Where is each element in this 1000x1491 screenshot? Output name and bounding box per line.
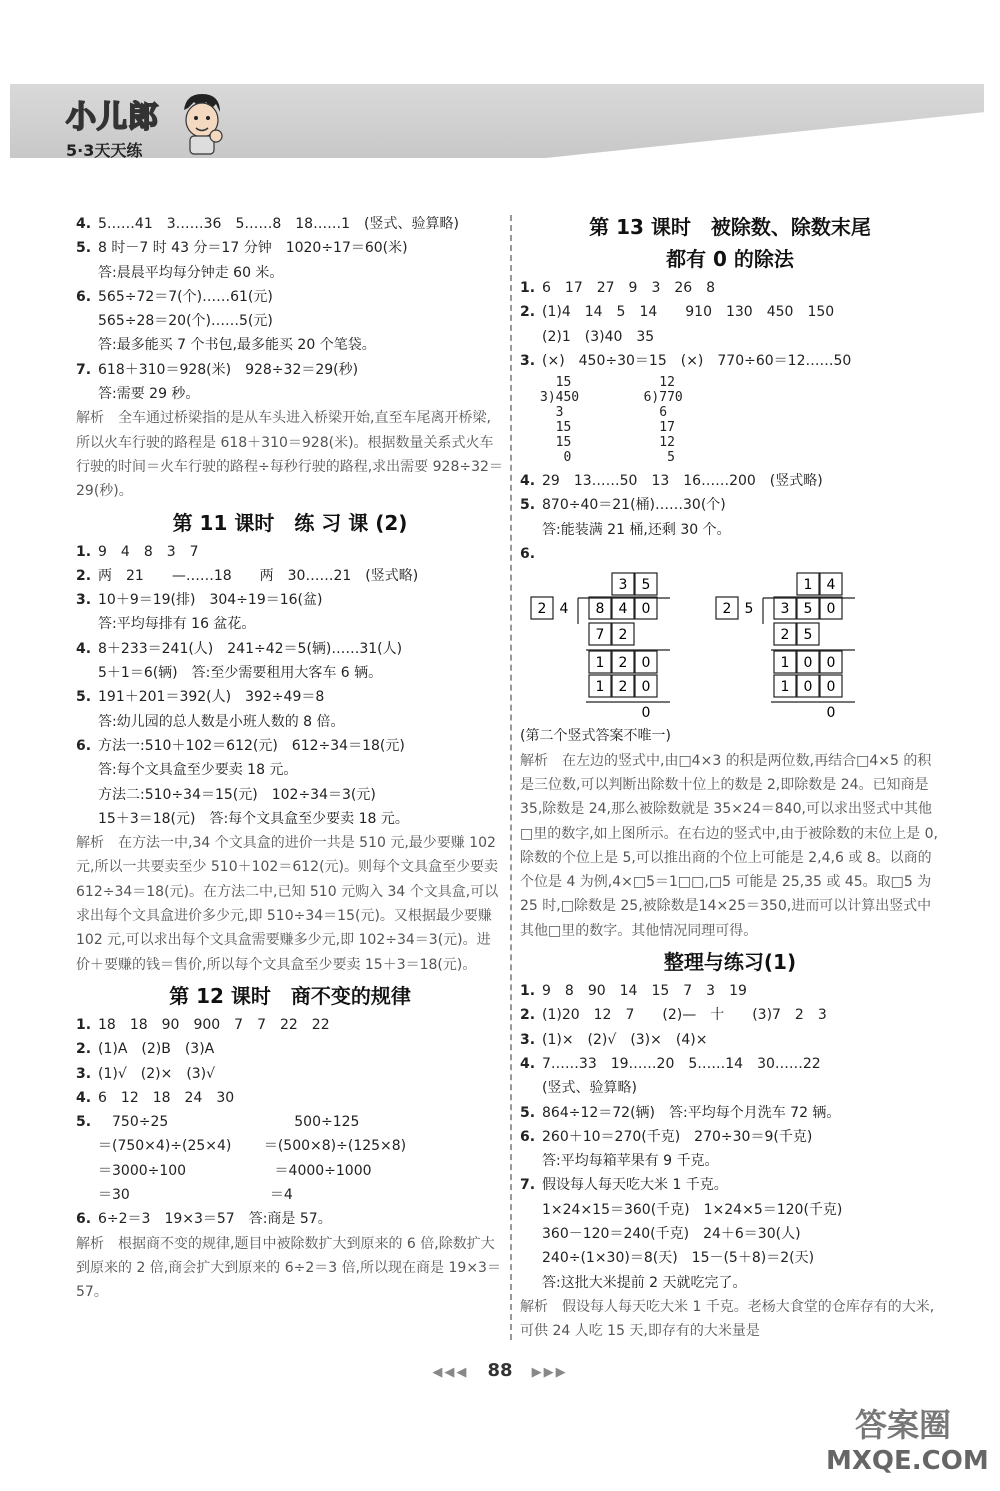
answer-text: 答:幼儿园的总人数是小班人数的 8 倍。 xyxy=(98,713,345,730)
dividend-digit: 3 xyxy=(780,601,790,618)
mascot-icon xyxy=(176,90,226,156)
brand-subtitle: 5·3天天练 xyxy=(66,141,143,160)
page-number: 88 xyxy=(487,1360,513,1381)
answer-text: ＝30 ＝4 xyxy=(98,1186,293,1203)
answer-line xyxy=(520,1076,940,1100)
answer-line xyxy=(520,979,940,1003)
answer-text: (竖式、验算略) xyxy=(542,1080,637,1097)
question-number: 4. xyxy=(76,1089,92,1106)
remainder-digit: 1 xyxy=(780,655,790,672)
product-digit: 2 xyxy=(618,627,628,644)
section-title-13-line2: 都有 0 的除法 xyxy=(666,247,794,271)
dividend-digit: 8 xyxy=(595,601,605,618)
left-top-answers xyxy=(76,212,504,406)
question-number: 2. xyxy=(520,1007,536,1024)
review-explanation: 解析 假设每人每天吃大米 1 千克。老杨大食堂的仓库存有的大米,可供 24 人吃 15 天,即存有的大米量是 xyxy=(520,1298,935,1340)
answer-line xyxy=(520,493,940,517)
answer-text: 答:平均每排有 16 盆花。 xyxy=(98,616,256,633)
question-number: 3. xyxy=(76,1065,92,1082)
divisor-digit: 4 xyxy=(559,601,569,618)
answer-line xyxy=(520,276,940,300)
question-number: 2. xyxy=(76,567,92,584)
remainder-digit: 2 xyxy=(618,655,628,672)
answer-line xyxy=(520,469,940,493)
prev-arrows-icon: ◀◀◀ xyxy=(432,1365,469,1380)
answer-text: 9 8 90 14 15 7 3 19 xyxy=(542,983,747,1000)
divisor-digit: 2 xyxy=(537,601,547,618)
long-division-1: 15 3)450 3 15 15 0 xyxy=(540,375,580,466)
product-digit: 1 xyxy=(780,679,790,696)
answer-text: 假设每人每天吃大米 1 千克。 xyxy=(542,1177,728,1194)
answer-text: 260＋10＝270(千克) 270÷30＝9(千克) xyxy=(542,1128,813,1145)
answer-text: 618＋310＝928(米) 928÷32＝29(秒) xyxy=(98,361,359,378)
answer-text: 1×24×15＝360(千克) 1×24×5＝120(千克) xyxy=(542,1201,843,1218)
page-footer xyxy=(0,1360,1000,1381)
answer-text: 750÷25 500÷125 xyxy=(98,1114,360,1131)
column-divider xyxy=(510,215,512,1340)
divisor-digit: 5 xyxy=(744,601,754,618)
section-12-explanation: 解析 根据商不变的规律,题目中被除数扩大到原来的 6 倍,除数扩大到原来的 2 倍,商会扩大到原来的 6÷2＝3 倍,所以现在商是 19×3＝57。 xyxy=(76,1235,501,1301)
answer-text: 10＋9＝19(排) 304÷19＝16(盆) xyxy=(98,592,323,609)
answer-line xyxy=(76,564,504,588)
answer-text: 6 17 27 9 3 26 8 xyxy=(542,280,716,296)
section-11-answers xyxy=(76,540,504,832)
answer-line xyxy=(76,1086,504,1110)
final-remainder: 0 xyxy=(826,705,836,721)
answer-line xyxy=(76,685,504,709)
answer-text: 5……41 3……36 5……8 18……1 (竖式、验算略) xyxy=(98,216,459,232)
answer-text: 答:这批大米提前 2 天就吃完了。 xyxy=(542,1274,747,1291)
section-11-explanation: 解析 在方法一中,34 个文具盒的进价一共是 510 元,最少要赚 102 元,所以一共要卖至少 510＋102＝612(元)。则每个文具盒至少要卖 612÷34＝18(元)。在方法二中,已知 510 元购入 34 个文具盒,可以求出每个文具盒进价多少元,即 510÷34＝15(元)。又根据最少要赚 102 元,可以求出每个文具盒需要赚多少元,即 102÷34＝3(元)。进价＋要赚的钱＝售价,所以每个文具盒至少要卖 15＋3＝18(元)。 xyxy=(76,835,499,973)
answer-line xyxy=(520,1028,940,1052)
answer-line xyxy=(76,358,504,382)
answer-line xyxy=(520,518,940,542)
answer-line xyxy=(76,661,504,685)
answer-text: 29 13……50 13 16……200 (竖式略) xyxy=(542,473,823,490)
long-division-2: 12 6)770 6 17 12 5 xyxy=(643,375,683,466)
dividend-digit: 4 xyxy=(618,601,628,618)
answer-text: 8 时－7 时 43 分＝17 分钟 1020÷17＝60(米) xyxy=(98,240,408,257)
question-number: 1. xyxy=(520,280,536,296)
answer-line xyxy=(76,236,504,260)
answer-line xyxy=(520,300,940,324)
answer-line xyxy=(76,1110,504,1134)
answer-text: 864÷12＝72(辆) 答:平均每个月洗车 72 辆。 xyxy=(542,1104,841,1121)
answer-line xyxy=(520,1052,940,1076)
answer-line xyxy=(76,734,504,758)
box-division-svg xyxy=(520,570,940,720)
answer-text: 870÷40＝21(桶)……30(个) xyxy=(542,497,726,514)
final-remainder: 0 xyxy=(641,705,651,721)
answer-text: 两 21 —……18 两 30……21 (竖式略) xyxy=(98,567,419,584)
question-number: 4. xyxy=(520,1055,536,1072)
question-number: 5. xyxy=(520,1104,536,1121)
answer-line xyxy=(76,261,504,285)
answer-text: 8＋233＝241(人) 241÷42＝5(辆)……31(人) xyxy=(98,640,403,657)
question-6-label: 6. xyxy=(520,546,536,563)
answer-text: (1)20 12 7 (2)— 十 (3)7 2 3 xyxy=(542,1007,827,1024)
dividend-digit: 0 xyxy=(641,601,651,618)
question-number: 2. xyxy=(520,304,536,321)
section-12-answers xyxy=(76,1013,504,1232)
quotient-digit: 1 xyxy=(803,577,813,594)
question-number: 7. xyxy=(76,361,92,378)
answer-text: 565÷28＝20(个)……5(元) xyxy=(98,313,273,330)
answer-line xyxy=(76,1013,504,1037)
brand-title: 小儿郎 xyxy=(66,100,159,135)
answer-line xyxy=(520,1271,940,1295)
answer-text: 15＋3＝18(元) 答:每个文具盒至少要卖 18 元。 xyxy=(98,810,409,827)
answer-text: (2)1 (3)40 35 xyxy=(542,328,655,345)
answer-line xyxy=(76,758,504,782)
left-top-explanation: 解析 全车通过桥梁指的是从车头进入桥梁开始,直至车尾离开桥梁,所以火车行驶的路程是 618＋310＝928(米)。根据数量关系式火车行驶的时间＝火车行驶的路程÷每秒行驶的路程,求出需要 928÷32＝29(秒)。 xyxy=(76,410,503,500)
answer-line xyxy=(520,1246,940,1270)
answer-line xyxy=(76,783,504,807)
remainder-digit: 1 xyxy=(595,655,605,672)
answer-text: 答:需要 29 秒。 xyxy=(98,386,200,403)
question-number: 3. xyxy=(76,592,92,609)
dividend-digit: 5 xyxy=(803,601,813,618)
answer-line xyxy=(76,612,504,636)
answer-line xyxy=(520,1198,940,1222)
answer-text: 240÷(1×30)＝8(天) 15－(5＋8)＝2(天) xyxy=(542,1250,815,1267)
product-digit: 7 xyxy=(595,627,605,644)
question-number: 1. xyxy=(76,1016,92,1033)
left-column xyxy=(76,212,504,1304)
brand-logo xyxy=(66,92,159,161)
section-13-answers-a xyxy=(520,276,940,373)
answer-text: 答:晨晨平均每分钟走 60 米。 xyxy=(98,264,284,281)
answer-text: 7……33 19……20 5……14 30……22 xyxy=(542,1055,821,1072)
answer-text: 6 12 18 24 30 xyxy=(98,1089,235,1106)
remainder-digit: 0 xyxy=(803,655,813,672)
question-number: 1. xyxy=(520,983,536,1000)
product-digit: 0 xyxy=(803,679,813,696)
question-number: 4. xyxy=(76,216,92,232)
watermark-logo: 答案圈 xyxy=(855,1406,952,1444)
section-title-12: 第 12 课时 商不变的规律 xyxy=(169,983,411,1008)
question-number: 5. xyxy=(520,497,536,514)
answer-line xyxy=(520,1149,940,1173)
answer-text: 答:平均每箱苹果有 9 千克。 xyxy=(542,1153,719,1170)
product-digit: 2 xyxy=(780,627,790,644)
answer-line xyxy=(520,325,940,349)
box-division-puzzles xyxy=(520,570,940,720)
answer-line xyxy=(520,349,940,373)
answer-text: 6÷2＝3 19×3＝57 答:商是 57。 xyxy=(98,1211,332,1228)
question-number: 5. xyxy=(76,689,92,706)
answer-line xyxy=(76,1037,504,1061)
answer-text: 18 18 90 900 7 7 22 22 xyxy=(98,1016,330,1033)
answer-text: 191＋201＝392(人) 392÷49＝8 xyxy=(98,689,325,706)
answer-text: (×) 450÷30＝15 (×) 770÷60＝12……50 xyxy=(542,352,852,369)
answer-text: (1)√ (2)× (3)√ xyxy=(98,1065,216,1082)
section-title-13-line1: 第 13 课时 被除数、除数末尾 xyxy=(589,215,871,239)
question-number: 3. xyxy=(520,352,536,369)
quotient-digit: 3 xyxy=(618,577,628,594)
answer-text: ＝3000÷100 ＝4000÷1000 xyxy=(98,1162,372,1179)
question-number: 6. xyxy=(76,737,92,754)
answer-text: 5＋1＝6(辆) 答:至少需要租用大客车 6 辆。 xyxy=(98,665,383,682)
section-title-review: 整理与练习(1) xyxy=(663,950,797,975)
answer-line xyxy=(76,1159,504,1183)
product-digit: 2 xyxy=(618,679,628,696)
product-digit: 0 xyxy=(826,679,836,696)
quotient-digit: 5 xyxy=(641,577,651,594)
question-number: 6. xyxy=(76,1211,92,1228)
right-column xyxy=(520,212,940,1344)
quotient-digit: 4 xyxy=(826,577,836,594)
answer-line xyxy=(520,1173,940,1197)
question-number: 4. xyxy=(520,473,536,490)
answer-text: (1)× (2)√ (3)× (4)× xyxy=(542,1031,708,1048)
answer-text: 360－120＝240(千克) 24＋6＝30(人) xyxy=(542,1226,801,1243)
answer-line xyxy=(76,309,504,333)
answer-line xyxy=(520,1222,940,1246)
answer-line xyxy=(76,710,504,734)
question-number: 3. xyxy=(520,1031,536,1048)
answer-text: 答:每个文具盒至少要卖 18 元。 xyxy=(98,762,298,779)
answer-text: 9 4 8 3 7 xyxy=(98,543,199,560)
question-number: 5. xyxy=(76,1114,92,1131)
answer-line xyxy=(520,1125,940,1149)
next-arrows-icon: ▶▶▶ xyxy=(531,1365,568,1380)
answer-text: 方法二:510÷34＝15(元) 102÷34＝3(元) xyxy=(98,786,376,803)
section-13-answers-b xyxy=(520,469,940,542)
question-number: 7. xyxy=(520,1177,536,1194)
product-digit: 1 xyxy=(595,679,605,696)
answer-line xyxy=(76,1207,504,1231)
answer-line xyxy=(520,1003,940,1027)
answer-text: (1)A (2)B (3)A xyxy=(98,1041,215,1058)
product-digit: 0 xyxy=(641,679,651,696)
answer-text: 答:能装满 21 桶,还剩 30 个。 xyxy=(542,521,731,538)
question-number: 5. xyxy=(76,240,92,257)
answer-text: 方法一:510＋102＝612(元) 612÷34＝18(元) xyxy=(98,737,405,754)
remainder-digit: 0 xyxy=(826,655,836,672)
watermark-url: MXQE.COM xyxy=(826,1446,989,1476)
answer-line xyxy=(76,588,504,612)
answer-line xyxy=(76,212,504,236)
dividend-digit: 0 xyxy=(826,601,836,618)
question-number: 4. xyxy=(76,640,92,657)
question-6-note: (第二个竖式答案不唯一) xyxy=(520,728,671,745)
divisor-digit: 2 xyxy=(722,601,732,618)
product-digit: 5 xyxy=(803,627,813,644)
section-title-11: 第 11 课时 练 习 课 (2) xyxy=(172,510,408,535)
answer-line xyxy=(76,333,504,357)
review-answers xyxy=(520,979,940,1295)
answer-line xyxy=(76,285,504,309)
remainder-digit: 0 xyxy=(641,655,651,672)
answer-line xyxy=(520,1101,940,1125)
question-number: 6. xyxy=(76,288,92,305)
answer-line xyxy=(76,382,504,406)
question-number: 2. xyxy=(76,1041,92,1058)
question-number: 6. xyxy=(520,1128,536,1145)
answer-text: 565÷72＝7(个)……61(元) xyxy=(98,288,273,305)
question-6-explanation: 解析 在左边的竖式中,由□4×3 的积是两位数,再结合□4×5 的积是三位数,可以判断出除数十位上的数是 2,即除数是 24。已知商是 35,除数是 24,那么被除数就是 35×24＝840,可以求出竖式中其他□里的数字,如上图所示。在右边的竖式中,由于被除数的末位上是 0,除数的个位上是 5,可以推出商的个位上可能是 2,4,6 或 8。以商的个位是 4 为例,4×□5＝1□□,□5 可能是 25,35 或 45。取□5 为 25 时,□除数是 25,被除数是14×25＝350,进而可以计算出竖式中其他□里的数字。其他情况同理可得。 xyxy=(520,752,938,939)
answer-line xyxy=(76,807,504,831)
answer-line xyxy=(76,1062,504,1086)
answer-line xyxy=(76,1183,504,1207)
answer-line xyxy=(76,1134,504,1158)
long-division-examples xyxy=(520,373,940,469)
answer-text: ＝(750×4)÷(25×4) ＝(500×8)÷(125×8) xyxy=(98,1138,407,1155)
answer-line xyxy=(76,637,504,661)
answer-text: 答:最多能买 7 个书包,最多能买 20 个笔袋。 xyxy=(98,337,376,354)
answer-text: (1)4 14 5 14 910 130 450 150 xyxy=(542,304,835,321)
question-number: 1. xyxy=(76,543,92,560)
answer-line xyxy=(76,540,504,564)
